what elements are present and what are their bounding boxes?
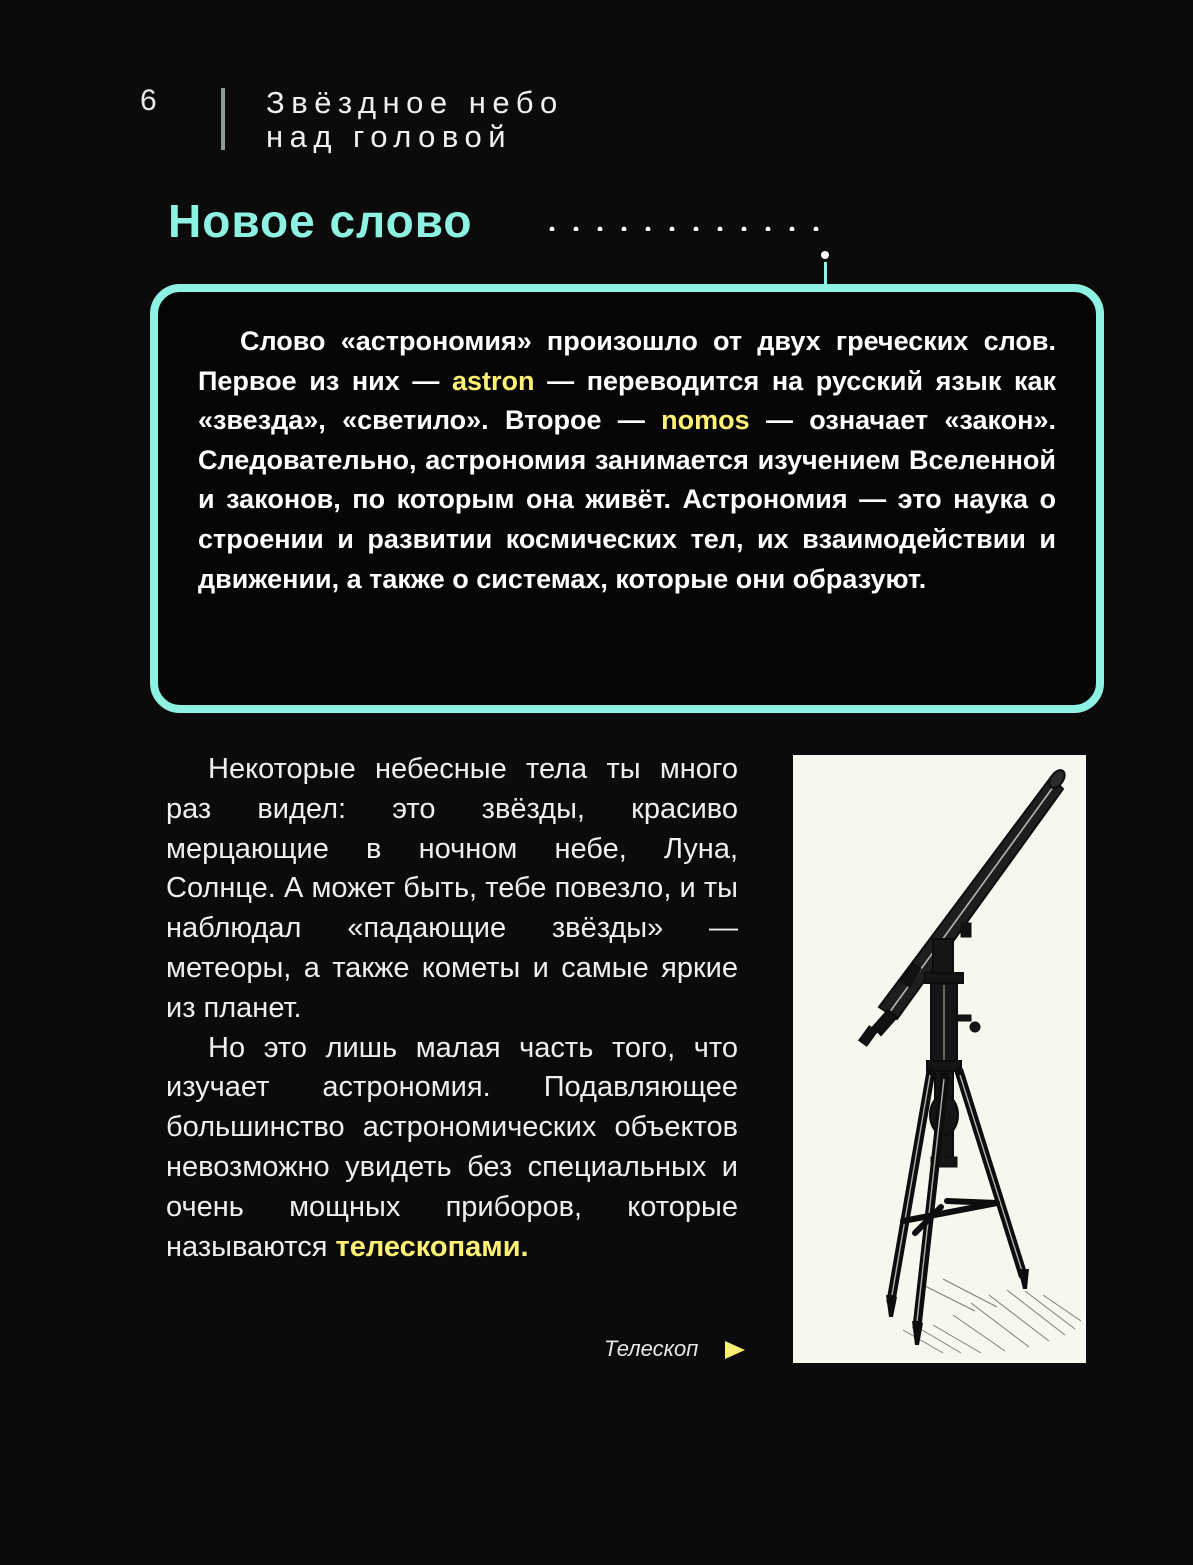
running-title: Звёздное небо над головой <box>266 85 564 154</box>
figure-caption: Телескоп <box>604 1336 699 1361</box>
dotted-leader <box>540 225 836 231</box>
definition-text-part: — означает «закон». Следовательно, астрономия занимается изучением Вселенной и законов, по которым она живёт. Астрономия — это наука о строении и развитии космических тел, их взаимодействии и движении, а также о системах, которые они образуют. <box>198 405 1056 594</box>
body-paragraph: Некоторые небесные тела ты много раз видел: это звёзды, красиво мерцающие в ночном небе, Луна, Солнце. А может быть, тебе повезло, и ты наблюдал «падающие звёзды» — метеоры, а также кометы и самые яркие из планет. <box>166 753 738 1024</box>
dotted-leader-end <box>821 251 829 259</box>
body-text <box>166 750 738 1267</box>
definition-text-part: Слово «астрономия» произошло от двух греческих слов. Первое из них — <box>198 326 1056 396</box>
page-number: 6 <box>140 84 158 117</box>
definition-text-part: — переводится на русский язык как «звезда», «светило». Второе — <box>198 365 1056 436</box>
greek-word-nomos: nomos <box>661 405 750 436</box>
section-heading: Новое слово <box>168 195 473 247</box>
body-paragraph-text: Но это лишь малая часть того, что изучает астрономия. Подавляющее большинство астрономических объектов невозможно увидеть без специальных и очень мощных приборов, которые называются <box>166 1031 738 1263</box>
telescope-illustration <box>793 755 1086 1363</box>
body-paragraph <box>166 1029 738 1268</box>
definition-text <box>198 322 1056 599</box>
greek-word-astron: astron <box>451 365 535 396</box>
header-divider <box>221 88 225 150</box>
term-telescopes: телескопами. <box>335 1230 529 1263</box>
caption-arrow-icon <box>725 1341 745 1359</box>
